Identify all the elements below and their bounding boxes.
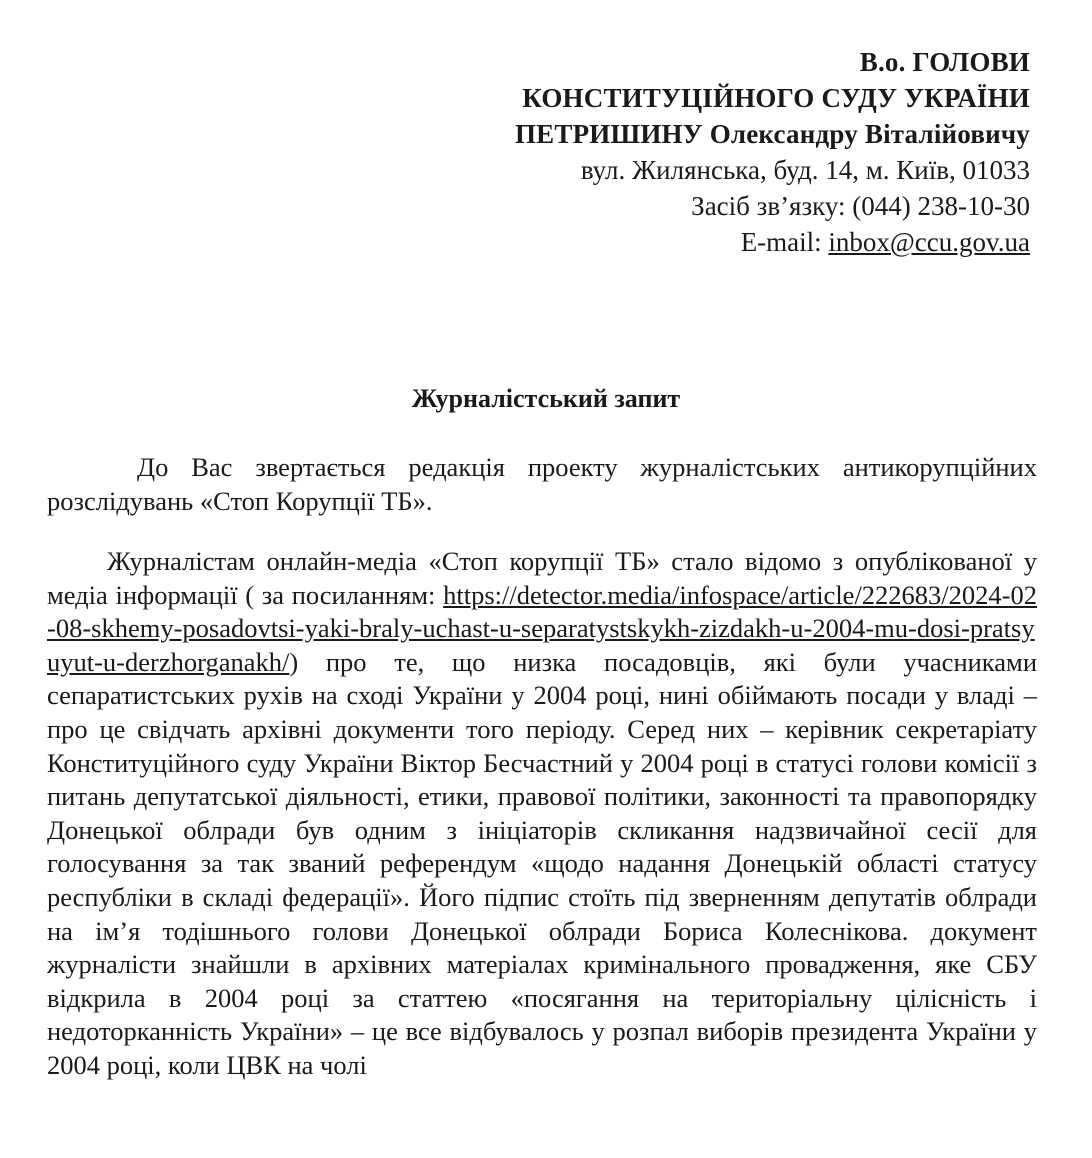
addressee-organization: КОНСТИТУЦІЙНОГО СУДУ УКРАЇНИ xyxy=(522,83,1030,113)
addressee-email-row xyxy=(515,224,1030,260)
addressee-title: В.о. ГОЛОВИ xyxy=(859,47,1030,77)
paragraph-intro xyxy=(47,451,1037,518)
paragraph-main xyxy=(47,545,1037,1083)
document-title: Журналістський запит xyxy=(411,384,681,413)
addressee-address: вул. Жилянська, буд. 14, м. Київ, 01033 xyxy=(580,155,1030,185)
source-link[interactable]: https://detector.media/infospace/article/222683/2024-02-08-skhemy-posadovtsi-yaki-braly-uchast-u-separatystskykh-zizdakh-u-2004-mu-dosi-pratsyuyut-u-derzhorganakh/ xyxy=(47,579,1037,677)
addressee-phone: Засіб зв’язку: (044) 238-10-30 xyxy=(691,191,1030,221)
paragraph-main-after-link: ) про те, що низка посадовців, які були учасниками сепаратистських рухів на сході України у 2004 році, нині обіймають посади у владі – про це свідчать архівні документи того періоду. Серед них – керівник секретаріату Конституційного суду України Віктор Бесчастний у 2004 році в статусі голови комісії з питань депутатської діяльності, етики, правової політики, законності та правопорядку Донецької облради був одним з ініціаторів скликання надзвичайної сесії для голосування за так званий референдум «щодо надання Донецькій області статусу республіки в складі федерації». Його підпис стоїть під зверненням депутатів облради на ім’я тодішнього голови Донецької облради Бориса Колеснікова. документ журналісти знайшли в архівних матеріалах кримінального провадження, яке СБУ відкрила в 2004 році за статтею «посягання на територіальну цілісність і недоторканність України» – це все відбувалось у розпал виборів президента України у 2004 році, коли ЦВК на чолі xyxy=(47,646,1037,1080)
paragraph-intro-text: До Вас звертається редакція проекту журналістських антикорупційних розслідувань «Стоп Корупції ТБ». xyxy=(47,452,1037,516)
email-label: E-mail: xyxy=(740,227,829,257)
addressee-name: ПЕТРИШИНУ Олександру Віталійовичу xyxy=(514,119,1030,149)
addressee-block xyxy=(515,44,1030,260)
email-link[interactable]: inbox@ccu.gov.ua xyxy=(828,227,1030,257)
paragraph-main-before-link: Журналістам онлайн-медіа «Стоп корупції ТБ» стало відомо з опублікованої у медіа інформації ( за посиланням: xyxy=(47,546,1037,610)
